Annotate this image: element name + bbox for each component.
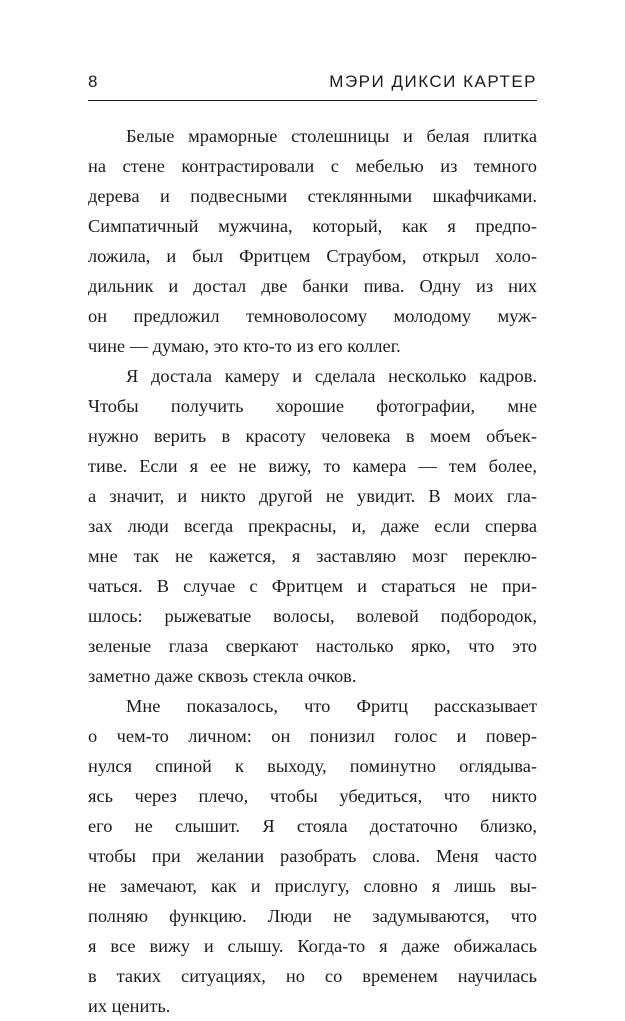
- text-line: зеленые глаза сверкают настолько ярко, что это: [88, 636, 537, 656]
- text-line: шлось: рыжеватые волосы, волевой подбородок,: [88, 606, 537, 626]
- text-line: ясь через плечо, чтобы убедиться, что никто: [88, 786, 537, 806]
- running-head: [88, 72, 537, 100]
- text-line: дильник и достал две банки пива. Одну из них: [88, 276, 537, 296]
- text-line: он предложил темноволосому молодому муж-: [88, 306, 537, 326]
- text-line: Симпатичный мужчина, который, как я предпо-: [88, 216, 537, 236]
- text-line: тиве. Если я ее не вижу, то камера — тем более,: [88, 456, 537, 476]
- text-line: зах люди всегда прекрасны, и, даже если сперва: [88, 516, 537, 536]
- paragraph: [88, 121, 537, 361]
- text-line: мне так не кажется, я заставляю мозг переклю-: [88, 546, 537, 566]
- text-line: его не слышит. Я стояла достаточно близко,: [88, 816, 537, 836]
- body-text: [88, 121, 537, 1021]
- paragraph: [88, 691, 537, 1021]
- header-rule: [88, 100, 537, 101]
- text-line: ложила, и был Фритцем Страубом, открыл холо-: [88, 246, 537, 266]
- text-line: нулся спиной к выходу, поминутно оглядыва-: [88, 756, 537, 776]
- text-line: Белые мраморные столешницы и белая плитка: [126, 126, 537, 146]
- running-head-author: МЭРИ ДИКСИ КАРТЕР: [329, 72, 537, 91]
- text-line: в таких ситуациях, но со временем научилась: [88, 966, 537, 986]
- text-line: на стене контрастировали с мебелью из темного: [88, 156, 537, 176]
- text-line: дерева и подвесными стеклянными шкафчиками.: [88, 186, 537, 206]
- text-line: а значит, и никто другой не увидит. В моих гла-: [88, 486, 537, 506]
- text-line: нужно верить в красоту человека в моем объек-: [88, 426, 537, 446]
- text-line: чине — думаю, это кто-то из его коллег.: [88, 336, 401, 356]
- text-line: чтобы при желании разобрать слова. Меня часто: [88, 846, 537, 866]
- text-line: полняю функцию. Люди не задумываются, что: [88, 906, 537, 926]
- text-line: чаться. В случае с Фритцем и стараться не при-: [88, 576, 537, 596]
- paragraph: [88, 361, 537, 691]
- text-line: о чем-то личном: он понизил голос и повер-: [88, 726, 537, 746]
- text-line: их ценить.: [88, 996, 171, 1016]
- text-line: Я достала камеру и сделала несколько кадров.: [126, 366, 537, 386]
- text-line: Чтобы получить хорошие фотографии, мне: [88, 396, 537, 416]
- text-line: я все вижу и слышу. Когда-то я даже обижалась: [88, 936, 537, 956]
- page-number: 8: [88, 72, 98, 91]
- text-line: не замечают, как и прислугу, словно я лишь вы-: [88, 876, 537, 896]
- text-line: заметно даже сквозь стекла очков.: [88, 666, 357, 686]
- text-line: Мне показалось, что Фритц рассказывает: [126, 696, 537, 716]
